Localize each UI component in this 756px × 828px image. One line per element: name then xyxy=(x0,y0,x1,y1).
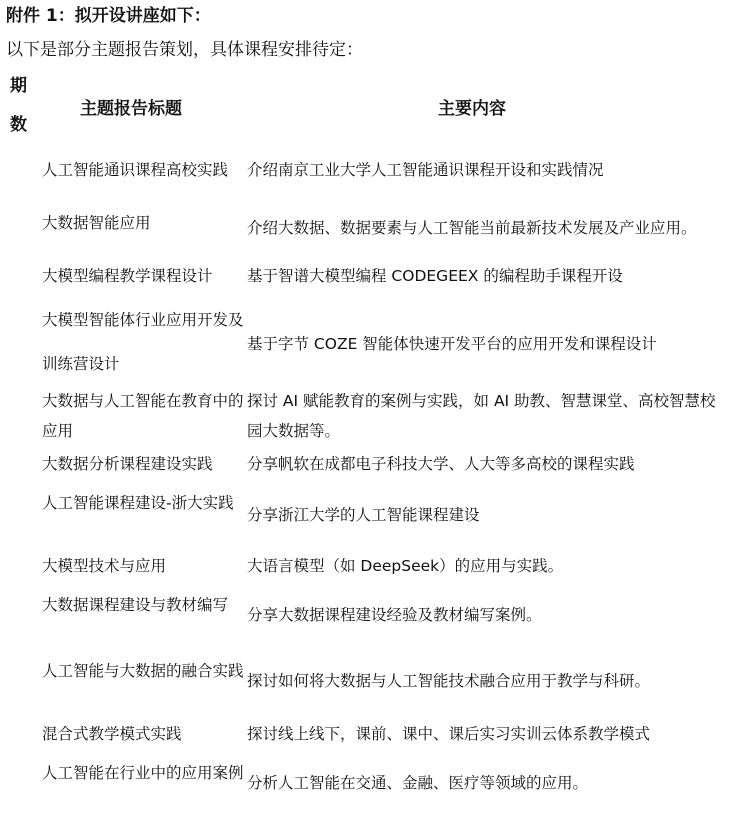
row-title: 大模型技术与应用 xyxy=(42,557,167,575)
row-content: 分析人工智能在交通、金融、医疗等领域的应用。 xyxy=(247,774,589,792)
row-content: 探讨线上线下，课前、课中、课后实习实训云体系教学模式 xyxy=(247,725,651,743)
intro-text: 以下是部分主题报告策划，具体课程安排待定： xyxy=(6,40,363,60)
row-content: 介绍南京工业大学人工智能通识课程开设和实践情况 xyxy=(247,161,604,179)
row-content: 探讨 AI 赋能教育的案例与实践，如 AI 助教、智慧课堂、高校智慧校园大数据等。 xyxy=(247,392,716,440)
row-title: 人工智能通识课程高校实践 xyxy=(42,161,229,179)
row-title: 大数据与人工智能在教育中的应用 xyxy=(42,392,244,440)
row-content: 探讨如何将大数据与人工智能技术融合应用于教学与科研。 xyxy=(247,672,651,690)
row-content: 分享大数据课程建设经验及教材编写案例。 xyxy=(247,606,542,624)
row-title: 大模型智能体行业应用开发及训练营设计 xyxy=(42,311,244,373)
row-title: 人工智能课程建设-浙大实践 xyxy=(42,494,234,512)
header-title: 主题报告标题 xyxy=(80,99,182,119)
header-period-char-2: 数 xyxy=(10,115,27,135)
row-title: 大数据课程建设与教材编写 xyxy=(42,596,229,614)
row-content: 大语言模型（如 DeepSeek）的应用与实践。 xyxy=(247,557,564,575)
row-content: 基于字节 COZE 智能体快速开发平台的应用开发和课程设计 xyxy=(247,335,657,353)
row-title: 大数据智能应用 xyxy=(42,214,151,232)
row-content: 基于智谱大模型编程 CODEGEEX 的编程助手课程开设 xyxy=(247,267,623,285)
row-content: 介绍大数据、数据要素与人工智能当前最新技术发展及产业应用。 xyxy=(247,219,697,237)
header-period-char-1: 期 xyxy=(10,76,27,96)
row-title: 混合式教学模式实践 xyxy=(42,725,182,743)
row-content: 分享帆软在成都电子科技大学、人大等多高校的课程实践 xyxy=(247,455,635,473)
header-content: 主要内容 xyxy=(438,99,506,119)
row-title: 人工智能在行业中的应用案例 xyxy=(42,764,244,782)
attachment-heading: 附件 1：拟开设讲座如下： xyxy=(6,6,211,26)
row-title: 大数据分析课程建设实践 xyxy=(42,455,213,473)
row-title: 大模型编程教学课程设计 xyxy=(42,267,213,285)
row-title: 人工智能与大数据的融合实践 xyxy=(42,662,244,680)
row-content: 分享浙江大学的人工智能课程建设 xyxy=(247,506,480,524)
